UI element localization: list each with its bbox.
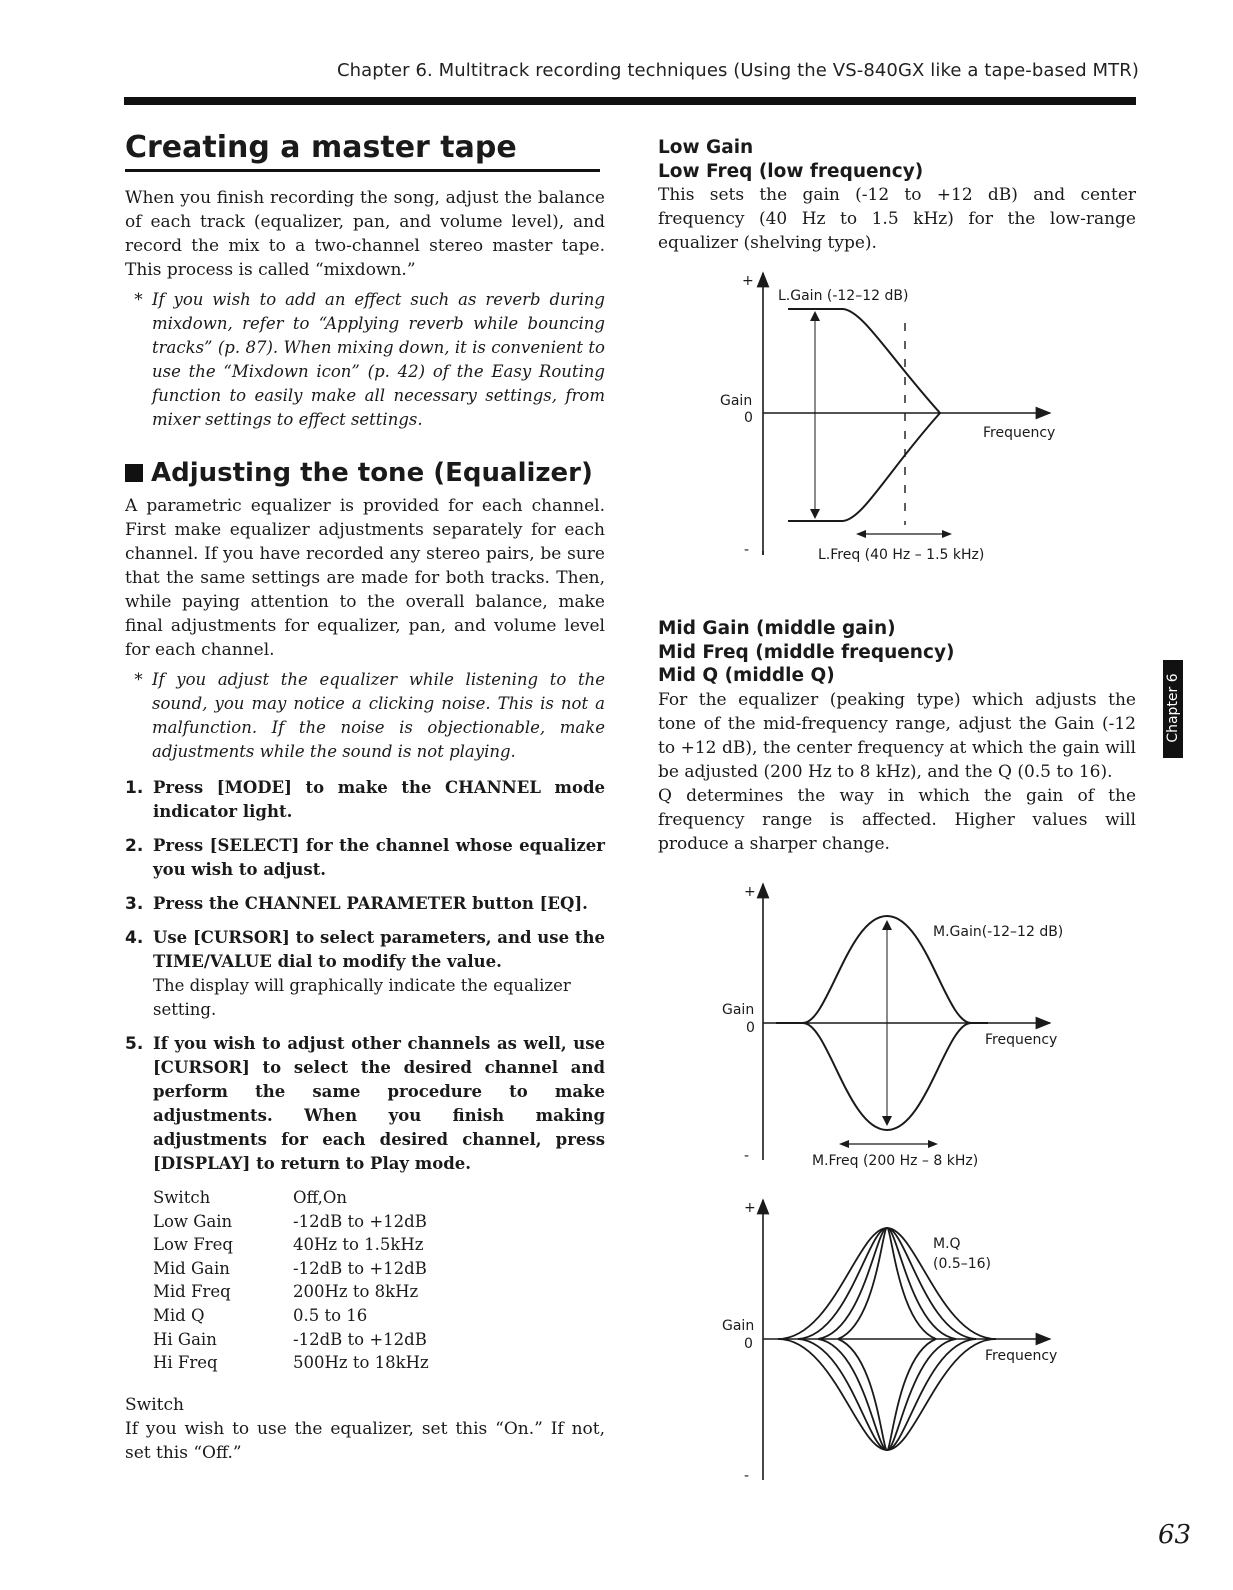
plus-label: + <box>744 883 756 900</box>
chapter-tab-label: Chapter 6 <box>1165 673 1181 743</box>
q-range-label: (0.5–16) <box>933 1255 992 1272</box>
table-row: Mid Gain -12dB to +12dB <box>153 1258 427 1278</box>
zero-label: 0 <box>744 410 753 426</box>
gain-label: Gain <box>722 1001 755 1018</box>
section-title: Adjusting the tone (Equalizer) <box>151 458 593 488</box>
page-title: Creating a master tape <box>125 130 600 172</box>
low-eq-diagram <box>658 255 1136 577</box>
section-paragraph: A parametric equalizer is provided for each channel. First make equalizer adjustments separately for each channel. If you have recorded any stereo pairs, be sure that the same settings are made for both tracks. Then, while paying attention to the overall balance, make final adjustments for equalizer, pan, and volume level for each channel. <box>125 496 605 660</box>
section-heading <box>125 458 605 488</box>
table-row: Hi Gain -12dB to +12dB <box>153 1329 427 1349</box>
gain-label: Gain <box>720 393 753 409</box>
cut-curve <box>776 1023 988 1130</box>
freq-range-label: L.Freq (40 Hz – 1.5 kHz) <box>818 547 985 563</box>
q-label: M.Q <box>933 1235 961 1252</box>
note-text: If you adjust the equalizer while listening to the sound, you may notice a clicking noise. This is not a malfunction. If the noise is objectionable, make adjustments while the sound is not playing. <box>152 670 605 761</box>
gain-label: Gain <box>722 1317 755 1334</box>
mid-q-heading: Mid Q (middle Q) <box>658 665 835 686</box>
gain-range-label: L.Gain (-12–12 dB) <box>778 288 909 304</box>
note-clicking <box>125 668 605 764</box>
plus-label: + <box>744 1199 756 1216</box>
table-row: Low Gain -12dB to +12dB <box>153 1211 427 1231</box>
low-gain-heading: Low Gain <box>658 137 754 158</box>
right-column <box>658 136 1136 1484</box>
zero-label: 0 <box>744 1335 753 1352</box>
page-number: 63 <box>1158 1520 1192 1550</box>
note-star: * <box>134 290 143 309</box>
table-row: Low Freq 40Hz to 1.5kHz <box>153 1235 424 1255</box>
minus-label: - <box>744 542 750 558</box>
table-row: Hi Freq 500Hz to 18kHz <box>153 1353 429 1373</box>
note-star: * <box>134 670 143 689</box>
switch-heading: Switch <box>125 1394 184 1415</box>
frequency-label: Frequency <box>983 425 1056 441</box>
step-subtext: The display will graphically indicate the equalizer setting. <box>153 976 571 1019</box>
chapter-side-tab <box>1163 660 1183 758</box>
q-eq-diagram <box>658 1184 1136 1484</box>
step: 5. If you wish to adjust other channels as well, use [CURSOR] to select the desired channel and perform the same procedure to make adjustments. When you finish making adjustments for each desired channel, press [DISPLAY] to return to Play mode. <box>125 1034 605 1173</box>
mid-freq-heading: Mid Freq (middle frequency) <box>658 641 955 663</box>
table-row: Switch Off,On <box>153 1188 348 1207</box>
gain-range-label: M.Gain(-12–12 dB) <box>933 923 1064 940</box>
left-column <box>125 130 605 1465</box>
zero-label: 0 <box>746 1019 755 1036</box>
freq-range-label: M.Freq (200 Hz – 8 kHz) <box>812 1152 979 1169</box>
mid-paragraph: For the equalizer (peaking type) which adjusts the tone of the mid-frequency range, adjust the Gain (-12 to +12 dB), the center frequency at which the gain will be adjusted (200 Hz to 8 kHz), and the Q (0.5 to 16). <box>658 689 1136 782</box>
table-row: Mid Q 0.5 to 16 <box>153 1305 368 1325</box>
q-paragraph: Q determines the way in which the gain of the frequency range is affected. Higher values will produce a sharper change. <box>658 785 1136 854</box>
square-bullet-icon <box>125 464 143 482</box>
header-rule <box>124 97 1136 105</box>
boost-curve <box>788 309 940 413</box>
mid-eq-diagram <box>658 862 1136 1180</box>
note-text: If you wish to add an effect such as reverb during mixdown, refer to “Applying reverb while bouncing tracks” (p. 87). When mixing down, it is convenient to use the “Mixdown icon” (p. 42) of the Easy Routing function to easily make all necessary settings, from mixer settings to effect settings. <box>152 290 605 429</box>
plus-label: + <box>742 273 754 289</box>
low-freq-heading: Low Freq (low frequency) <box>658 160 924 182</box>
step: 4. Use [CURSOR] to select parameters, and use the TIME/VALUE dial to modify the value. The display will graphically indicate the equalizer setting. <box>125 926 605 1022</box>
intro-paragraph: When you finish recording the song, adjust the balance of each track (equalizer, pan, and volume level), and record the mix to a two-channel stereo master tape. This process is called “mixdown.” <box>125 188 605 280</box>
frequency-label: Frequency <box>985 1031 1058 1048</box>
minus-label: - <box>744 1147 750 1164</box>
note-mixdown <box>125 288 605 432</box>
frequency-label: Frequency <box>985 1347 1058 1364</box>
running-header: Chapter 6. Multitrack recording techniques (Using the VS-840GX like a tape-based MTR) <box>336 60 1139 81</box>
low-paragraph: This sets the gain (-12 to +12 dB) and center frequency (40 Hz to 1.5 kHz) for the low-range equalizer (shelving type). <box>658 185 1136 253</box>
step: 2. Press [SELECT] for the channel whose equalizer you wish to adjust. <box>125 836 605 879</box>
table-row: Mid Freq 200Hz to 8kHz <box>153 1282 419 1302</box>
minus-label: - <box>744 1467 750 1484</box>
procedure-steps <box>125 776 605 1176</box>
cut-curve <box>788 413 940 521</box>
parameter-table <box>153 1186 429 1375</box>
mid-gain-heading: Mid Gain (middle gain) <box>658 618 896 639</box>
step: 3. Press the CHANNEL PARAMETER button [EQ]. <box>125 894 588 914</box>
switch-paragraph: If you wish to use the equalizer, set this “On.” If not, set this “Off.” <box>125 1418 605 1463</box>
step: 1. Press [MODE] to make the CHANNEL mode indicator light. <box>125 778 605 821</box>
